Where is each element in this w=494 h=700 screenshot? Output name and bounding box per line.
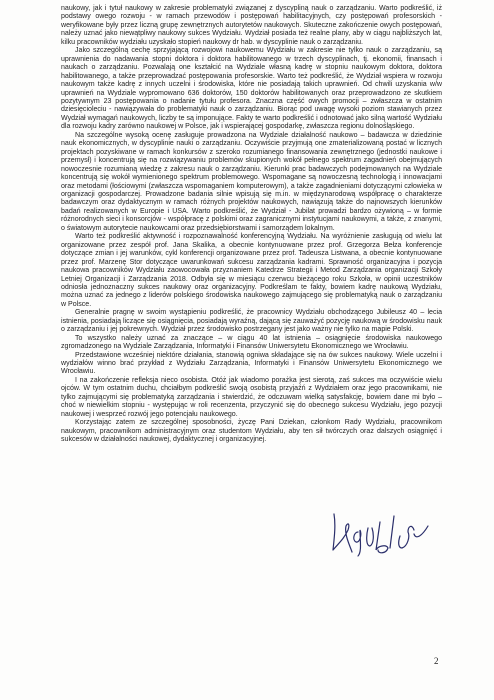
paragraph-uprawnienia: Jako szczególną cechę sprzyjającą rozwojowi naukowemu Wydziału w zakresie nie tylko nauk o zarządzaniu, są uprawnienia do nadawania stopni doktora i doktora habilitowanego w trzech dyscyplinach, tj. ekonomii, finansach i naukach o zarządzaniu. Pozwalają one kształcić na Wydziale własną kadrę w stopniu naukowym doktora, doktora habilitowanego, a także przeprowadzać postępowania profesorskie. Warto też podkreślić, że Wydział wspiera w rozwoju naukowym także kadrę z innych uczelni i środowiska, które nie posiadają takich uprawnień. Od chwili uzyskania w/w uprawnień na Wydziale wypromowano 636 doktorów, 150 doktorów habilitowanych oraz przeprowadzono ze skutkiem pozytywnym 23 postępowania o nadanie tytułu profesora. Znaczna część owych promocji – zwłaszcza w ostatnim dziesięcioleciu - nawiązywała do problematyki nauk o zarządzaniu. Biorąc pod uwagę wysoki poziom stawianych przez Wydział wymagań naukowych, liczby te są imponujące. Fakty te warto podkreślić i odnotować jako silną wartość Wydziału dla rozwoju kadry zarówno naukowej w Polsce, jak i wspierającej gospodarkę, zwłaszcza regionu dolnośląskiego. — [61, 47, 442, 131]
paragraph-przyklad: Przedstawione wcześniej niektóre działania, stanowią ogniwa składające się na ów sukces naukowy. Wiele uczelni i wydziałów winno brać przykład z Wydziału Zarządzania, Informatyki i Finansów Uniwersytetu Ekonomicznego we Wrocławiu. — [61, 351, 442, 376]
signature-image — [328, 506, 432, 558]
paragraph-jubileusz: Generalnie pragnę w swoim wystąpieniu podkreślić, że pracownicy Wydziału obchodzącego Jubileusz 40 – lecia istnienia, posiadają liczące się osiągnięcia, posiadają wyraźną, dającą się zauważyć pozycję naukową w środowisku nauk o zarządzaniu i jej pokrewnych. Wydział przez środowisko postrzegany jest jako ważny nie tylko na mapie Polski. — [61, 309, 442, 334]
paragraph-zyczenia: Korzystając zatem ze szczególnej sposobności, życzę Pani Dziekan, członkom Rady Wydziału, pracownikom naukowym, pracownikom administracyjnym oraz studentom Wydziału, aby ten sił twórczych oraz dalszych osiągnięć i sukcesów w działalności naukowej, dydaktycznej i organizacyjnej. — [61, 419, 442, 444]
paragraph-osiagniecie: To wszystko należy uznać za znaczące – w ciągu 40 lat istnienia – osiągnięcie środowiska naukowego zgromadzonego na Wydziale Zarządzania, Informatyki i Finansów Uniwersytetu Ekonomicznego we Wrocławiu. — [61, 334, 442, 351]
page-number: 2 — [434, 656, 439, 666]
body-text — [61, 5, 442, 445]
paragraph-badania: Na szczególne wysoką ocenę zasługuje prowadzona na Wydziale działalność naukowo – badawcza w dziedzinie nauk ekonomicznych, w dyscyplinie nauki o zarządzaniu. Oczywiście przyjmują one zmaterializowaną postać w licznych projektach pozyskiwane w ramach konkursów z szeroko rozumianego finansowania zewnętrznego (jednostki naukowe i przemysł) i koncentrują się na rozwiązywaniu problemów skupionych wokół pełnego spektrum zagadnień obejmujących nowoczesnie rozumianą wiedzę z zakresu nauk o zarządzaniu. Kierunki prac badawczych podejmowanych na Wydziale koncentrują się wokół wymienionego spektrum problemowego. Wspomagane są nowoczesną technologią i innowacjami oraz metodami (łościowymi (zwłaszcza wspomaganiem komputerowym), a także zagadnieniami dotyczącymi człowieka w organizacji gospodarczej. Prowadzone badania silnie wpisują się m.in. w międzynarodową współpracę o charakterze badawczym oraz dydaktycznym w ramach różnych projektów naukowych, nawiązują także do najnowszych kierunków badań realizowanych w Europie i USA. Warto podkreślić, że Wydział - Jubilat prowadzi bardzo ożywioną – w formie różnorodnych sieci i konsorcjów - współpracę z polskimi oraz zagranicznymi instytucjami naukowymi, a także, z znanymi, o światowym autorytecie naukowcami oraz przedsiębiorstwami i samorządem lokalnym. — [61, 131, 442, 232]
paragraph-continued: naukowy, jak i tytuł naukowy w zakresie problematyki związanej z dyscypliną nauk o zarządzaniu. Warto podkreślić, iż podstawy owego rozwoju - w ramach przewodów i postępowań habilitacyjnych, czy postępowań profesorskich - weryfikowane były przez liczną grupę zewnętrznych autorytetów naukowych. Skuteczne zakończenie owych postępowań, należy uznać jako niewątpliwy naukowy sukces Wydziału. Wydział posiada też realne plany, aby w ciągu najbliższych lat, kilku pracowników wydziału uzyskało stopień naukowy dr hab. w dyscyplinie nauk o zarządzaniu. — [61, 5, 442, 46]
paragraph-konferencje: Warto też podkreślić aktywność i rozpoznawalność konferencyjną Wydziału. Na wyróżnienie zasługują od wielu lat organizowane przez zespół prof. Jana Skalika, a obecnie kontynuowane przez prof. Grzegorza Bełza konferencje dotyczące zmian i jej warunków, cykl konferencji organizowane przez prof. Tadeusza Listwana, a obecnie kontynuowane przez prof. Marzenę Stor dotyczące uwarunkowań sukcesu zarządzania kadrami. Sprawność organizacyjna i pozycja naukowa pracowników Wydziału zaowocowała przyznaniem Katedrze Strategii i Metod Zarządzania organizacji Szkoły Letniej Organizacji i Zarządzania 2018. Odbyła się w miesiącu czerwcu bieżącego roku Szkoła, w opinii uczestników odniosła jednoznaczny sukces naukowy oraz organizacyjny. Podkreślam te fakty, bowiem kadrę naukową Wydziału, można uznać za jednego z liderów polskiego środowiska naukowego zajmującego się problematyką nauk o zarządzaniu w Polsce. — [61, 233, 442, 308]
paragraph-refleksja: I na zakończenie refleksja nieco osobista. Otóż jak wiadomo porażka jest sierotą, zaś sukces ma oczywiście wielu ojców. W tym ostatnim duchu, chciałbym podkreślić swoją osobistą przyjaźń z Wydziałem oraz jego pracownikami, nie tylko zajmującymi się problematyką zarządzania i stwierdzić, że odczuwam wielką satysfakcję, bowiem dane mi było – choć w niewielkim stopniu - występując w roli recenzenta, przyczynić się do obecnego sukcesu Wydziału, jego pozycji naukowej i wesprzeć rozwój jego potencjału naukowego. — [61, 376, 442, 418]
